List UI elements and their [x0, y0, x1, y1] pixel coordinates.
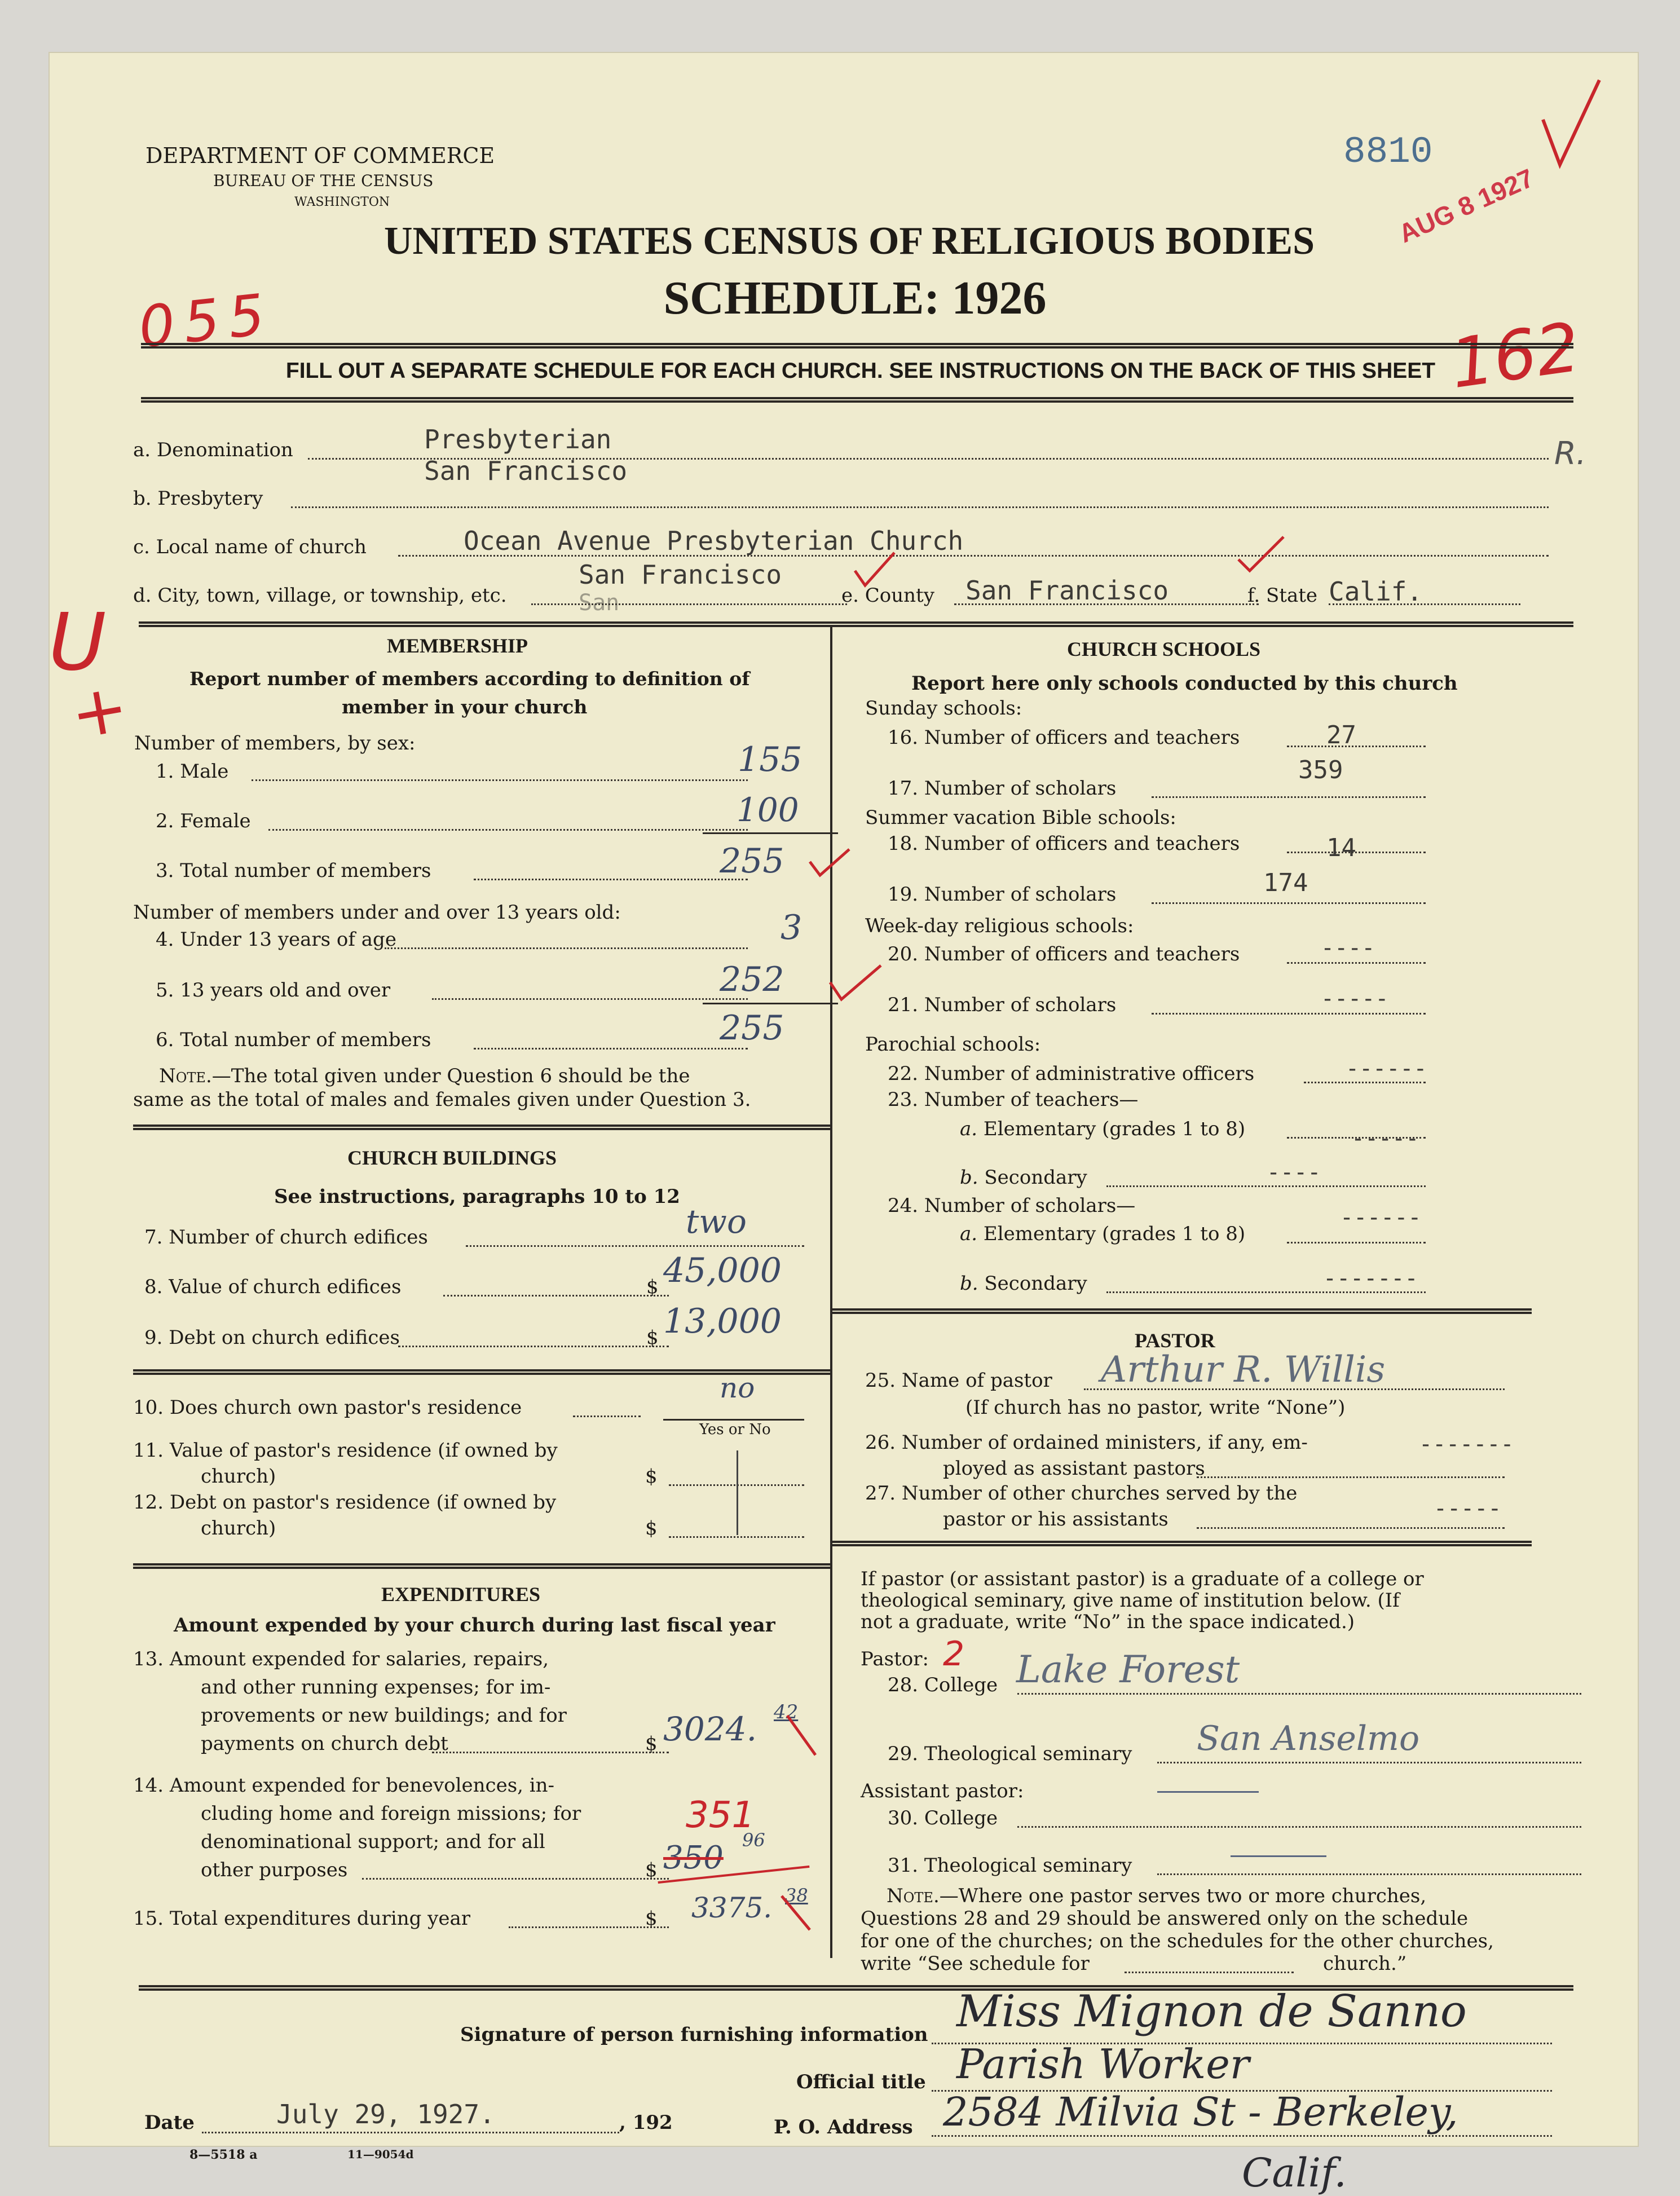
q28-label: College — [924, 1674, 998, 1696]
presbytery-label: Presbytery — [157, 487, 263, 510]
form-number: 8—5518 a — [189, 2148, 258, 2162]
schools-title: CHURCH SCHOOLS — [1067, 638, 1261, 660]
dollar-sign: $ — [645, 1465, 658, 1488]
date-value: July 29, 1927. — [276, 2099, 495, 2129]
q31-label: Theological seminary — [924, 1854, 1132, 1877]
official-title-value: Parish Worker — [956, 2040, 1250, 2088]
pencil-annotation: R. — [1554, 435, 1586, 472]
q14-red-correction: 351 — [686, 1794, 755, 1836]
q30-label: College — [924, 1807, 998, 1829]
pastor-note-prefix: Note. — [887, 1885, 940, 1907]
red-annotation-cross: + — [64, 668, 134, 755]
pastor-name-value: Arthur R. Willis — [1101, 1349, 1386, 1391]
q19-label: Number of scholars — [924, 883, 1117, 906]
total-6-label: Total number of members — [180, 1029, 431, 1051]
city-overstrike: San — [579, 590, 620, 616]
red-check-mark — [824, 960, 887, 1011]
bureau-city: WASHINGTON — [294, 195, 390, 209]
dollar-sign: $ — [645, 1732, 658, 1755]
expenditures-subtitle: Amount expended by your church during last fiscal year — [174, 1614, 775, 1637]
red-annotation-number: 055 — [135, 280, 277, 361]
assistant-pastor-subheading: Assistant pastor: — [861, 1780, 1024, 1802]
edifice-value-label: Value of church edifices — [169, 1276, 402, 1298]
date-year-prefix: 192 — [632, 2111, 673, 2134]
members-by-sex-label: Number of members, by sex: — [134, 732, 416, 755]
q23-label: Number of teachers— — [924, 1088, 1139, 1111]
q22-label: Number of administrative officers — [924, 1062, 1255, 1085]
membership-subtitle-2: member in your church — [342, 696, 588, 718]
print-number: 11—9054d — [347, 2148, 414, 2161]
denomination-label: Denomination — [156, 439, 293, 461]
red-check-mark — [776, 1890, 821, 1935]
red-check-mark — [804, 841, 855, 887]
schools-subtitle: Report here only schools conducted by this church — [911, 672, 1458, 695]
expenditures-title: EXPENDITURES — [381, 1583, 541, 1606]
official-title-label: Official title — [796, 2071, 926, 2093]
q23b-label: Secondary — [984, 1166, 1087, 1189]
q17-value: 359 — [1298, 756, 1343, 784]
pastor-note: Where one pastor serves two or more churches, — [958, 1885, 1427, 1907]
q27-label-2: pastor or his assistants — [943, 1508, 1168, 1531]
local-name-label: Local name of church — [156, 536, 367, 558]
residence-value-label-2: church) — [201, 1465, 276, 1488]
census-schedule-sheet: DEPARTMENT OF COMMERCE BUREAU OF THE CENSUS WASHINGTON UNITED STATES CENSUS OF RELIGIOUS BODIES SCHEDULE: 1926 8810 AUG 8 1927 055 162 R. U + FILL OUT A SEPARATE SCHEDULE FOR EACH CHURCH. SEE INSTRUCTIONS ON THE BACK OF THIS SHEET a. Denomination Presbyterian b. Presbytery San Francisco c. Local name of church Ocean Avenue Presbyterian Church d. City, town, village, or township, etc. San Francisco San e. County San Francisco f. State Calif. MEMBERSHIP Report number of members according to definition of member in your church Number of members, by sex: 1. Male 155 2. Female 100 3. Total number of members 255 Number of members under and over 13 years old: 4. Under 13 years of age 3 5. 13 years old and over 252 6. Total number of members 255 Note.—The total given under Question 6 should be the same as the total of males and females given under Question 3. CHURCH BUILDINGS See instructions, paragraphs 10 to 12 7. Number of church edifices two 8. Value of church edifices $ 45,000 9. Debt on church edifices $ 13,000 10. Does church own pastor's residence no Yes or No 11. Value of pastor's residence (if owned by church) $ 12. Debt on pastor's residence (if owned by church) $ EXPENDITURES Amount expended by your church during last fiscal year 13. Amount expended for salaries, repairs, and other running expenses; for im- provements or new buildings; and for payments on church debt $ 3024. 42 14. Amount expended for benevolences, in- cluding home and foreign missions; for denominational support; and for all other purposes $ 351 350 96 15. Total expenditures during year $ 3375. 38 CHURCH SCHOOLS Report here only schools conducted by this church Sunday schools: 16. Number of officers and teachers 27 17. Number of scholars 359 Summer vacation Bible schools: 18. Number of officers and teachers 14 19. Number of scholars 174 Week-day religious schools: 20. Number of officers and teachers ---- 21. Number of scholars ----- Parochial schools: 22. Number of administrative officers ------ 23. Number of teachers— a. Elementary (grades 1 to 8) ----- b. Secondary ---- 24. Number of scholars— a. Elementary (grades 1 to 8) ------ b. Secondary ------- PASTOR 25. Name of pastor Arthur R. Willis (If church has no pastor, write “None”) 26. Number of ordained ministers, if any, em- ployed as assistant pastors ------- 27. Number of other churches served by the pastor or his assistants ----- If pastor (or assistant pastor) is a graduate of a college or theological seminary, give name of institution below. (If not a graduate, write “No” in the space indicated.) Pastor: 2 28. College Lake Forest 29. Theological seminary San Anselmo Assistant pastor: 30. College 31. Theological seminary Note.—Where one pastor serves two or more churches, Questions 28 and 29 should be answered only on the schedule for one of the churches; on the schedules for the other churches, write “See schedule for church.” Signature of person furnishing information Miss Mignon de Sanno Official title Parish Worker Date July 29, 1927. , 192 P. O. Address 2584 Milvia St - Berkeley, Calif. 8—5518 a 11—9054d — [48, 52, 1639, 2147]
residence-debt-label-2: church) — [201, 1517, 276, 1540]
over-13-value: 252 — [720, 960, 784, 999]
residence-value-label: Value of pastor's residence (if owned by — [169, 1439, 558, 1462]
male-value: 155 — [738, 740, 802, 779]
sunday-schools-heading: Sunday schools: — [865, 697, 1022, 720]
q24-label: Number of scholars— — [924, 1194, 1136, 1217]
state-value: Calif. — [1329, 576, 1423, 607]
graduate-note: If pastor (or assistant pastor) is a graduate of a college or — [861, 1568, 1424, 1590]
county-label: County — [865, 584, 934, 607]
presbytery-value: San Francisco — [424, 456, 628, 486]
q21-label: Number of scholars — [924, 994, 1117, 1016]
county-value: San Francisco — [965, 575, 1169, 606]
q15-label: Total expenditures during year — [169, 1907, 471, 1930]
q21-value: ----- — [1321, 986, 1389, 1012]
total-members-label: Total number of members — [180, 859, 431, 882]
q23a-label: Elementary (grades 1 to 8) — [983, 1118, 1246, 1140]
q14-label-3: denominational support; and for all — [201, 1831, 545, 1853]
residence-label: Does church own pastor's residence — [169, 1396, 522, 1419]
dollar-sign: $ — [646, 1276, 659, 1298]
weekday-schools-heading: Week-day religious schools: — [865, 915, 1134, 937]
under-13-label: Under 13 years of age — [180, 928, 396, 951]
address-value: 2584 Milvia St - Berkeley, — [943, 2089, 1458, 2135]
q18-value: 14 — [1326, 834, 1356, 862]
q15-value: 3375. — [691, 1891, 773, 1924]
dollar-sign: $ — [645, 1859, 658, 1881]
city-label: City, town, village, or township, etc. — [157, 584, 507, 607]
edifice-debt-label: Debt on church edifices — [169, 1326, 400, 1349]
total-members-value: 255 — [720, 841, 784, 881]
red-check-mark-top — [1537, 74, 1605, 176]
dollar-sign: $ — [645, 1517, 658, 1540]
q13-value: 3024. — [663, 1710, 757, 1748]
q13-label: Amount expended for salaries, repairs, — [169, 1648, 549, 1670]
age-heading: Number of members under and over 13 years old: — [133, 901, 621, 924]
yes-no-hint: Yes or No — [699, 1421, 771, 1438]
signature-label: Signature of person furnishing information — [460, 2023, 928, 2046]
form-title: UNITED STATES CENSUS OF RELIGIOUS BODIES — [383, 219, 1315, 263]
pastor-seminary-value: San Anselmo — [1197, 1719, 1420, 1758]
q18-label: Number of officers and teachers — [924, 832, 1240, 855]
pastor-note-2: Questions 28 and 29 should be answered only on the schedule — [861, 1907, 1469, 1930]
red-annotation-letter: U — [48, 597, 107, 689]
q24a-label: Elementary (grades 1 to 8) — [983, 1223, 1246, 1245]
q19-value: 174 — [1263, 868, 1308, 897]
pastor-note-3: for one of the churches; on the schedules for the other churches, — [861, 1930, 1494, 1952]
q24b-value: ------- — [1323, 1265, 1418, 1291]
edifices-label: Number of church edifices — [169, 1226, 428, 1249]
q23b-value: ---- — [1267, 1159, 1321, 1185]
buildings-subtitle: See instructions, paragraphs 10 to 12 — [274, 1185, 680, 1208]
pastor-subheading: Pastor: — [861, 1648, 929, 1670]
red-annotation-digit: 2 — [943, 1634, 965, 1674]
q16-value: 27 — [1326, 721, 1356, 749]
pastor-note-5: church.” — [1323, 1952, 1407, 1975]
address-label: P. O. Address — [774, 2116, 913, 2138]
received-date-stamp: AUG 8 1927 — [1394, 162, 1538, 249]
q13-label-4: payments on church debt — [201, 1732, 448, 1755]
membership-title: MEMBERSHIP — [387, 634, 528, 657]
q14-cents: 96 — [742, 1829, 765, 1851]
q14-label-2: cluding home and foreign missions; for — [201, 1802, 581, 1825]
local-name-value: Ocean Avenue Presbyterian Church — [464, 526, 964, 556]
male-label: Male — [180, 760, 229, 783]
edifice-debt-value: 13,000 — [663, 1302, 782, 1341]
summer-schools-heading: Summer vacation Bible schools: — [865, 806, 1176, 829]
parochial-heading: Parochial schools: — [865, 1033, 1041, 1056]
q14-label-4: other purposes — [201, 1859, 348, 1881]
under-13-value: 3 — [781, 908, 802, 947]
q20-label: Number of officers and teachers — [924, 943, 1240, 965]
q29-label: Theological seminary — [924, 1743, 1132, 1765]
denomination-value: Presbyterian — [424, 424, 612, 455]
red-check-mark — [1233, 531, 1289, 576]
dollar-sign: $ — [646, 1326, 659, 1349]
pastor-title: PASTOR — [1135, 1329, 1215, 1352]
q26-value: ------- — [1419, 1431, 1514, 1457]
q24b-label: Secondary — [984, 1272, 1087, 1295]
q15-cents: 38 — [785, 1885, 808, 1906]
q25-note: (If church has no pastor, write “None”) — [965, 1396, 1346, 1419]
q13-cents: 42 — [774, 1701, 799, 1723]
date-label: Date — [144, 2111, 195, 2134]
q23a-value: ----- — [1351, 1126, 1419, 1152]
buildings-title: CHURCH BUILDINGS — [347, 1146, 557, 1169]
q14-label: Amount expended for benevolences, in- — [169, 1774, 555, 1797]
address-value-line-2: Calif. — [1242, 2150, 1347, 2196]
q22-value: ------ — [1346, 1056, 1427, 1082]
residence-value: no — [720, 1372, 755, 1404]
q27-value: ----- — [1434, 1496, 1502, 1522]
membership-note-2: same as the total of males and females given under Question 3. — [133, 1088, 751, 1111]
q13-label-3: provements or new buildings; and for — [201, 1704, 567, 1727]
signature-value: Miss Mignon de Sanno — [956, 1986, 1467, 2037]
edifice-value: 45,000 — [663, 1251, 782, 1290]
q16-label: Number of officers and teachers — [924, 726, 1240, 749]
over-13-label: 13 years old and over — [180, 979, 391, 1002]
membership-note: The total given under Question 6 should be the — [231, 1065, 690, 1087]
q20-value: ---- — [1321, 935, 1375, 961]
department-name: DEPARTMENT OF COMMERCE — [145, 143, 495, 168]
q25-label: Name of pastor — [901, 1369, 1052, 1392]
total-6-value: 255 — [720, 1008, 784, 1048]
female-label: Female — [180, 810, 251, 832]
city-value: San Francisco — [579, 559, 782, 590]
q26-label: Number of ordained ministers, if any, em- — [901, 1431, 1308, 1454]
red-annotation-code: 162 — [1445, 308, 1585, 404]
serial-number: 8810 — [1343, 131, 1433, 173]
schedule-title: SCHEDULE: 1926 — [663, 272, 1047, 324]
pastor-college-value: Lake Forest — [1016, 1648, 1240, 1691]
bureau-name: BUREAU OF THE CENSUS — [213, 171, 434, 190]
red-check-mark — [782, 1710, 827, 1761]
q27-label: Number of other churches served by the — [901, 1482, 1298, 1505]
pastor-note-4: write “See schedule for — [861, 1952, 1090, 1975]
membership-subtitle: Report number of members according to definition of — [189, 668, 750, 690]
female-value: 100 — [737, 791, 799, 829]
edifices-value: two — [686, 1202, 747, 1241]
note-prefix: Note. — [159, 1065, 212, 1087]
instruction-banner: FILL OUT A SEPARATE SCHEDULE FOR EACH CHURCH. SEE INSTRUCTIONS ON THE BACK OF THIS SHEET — [285, 359, 1436, 383]
q17-label: Number of scholars — [924, 777, 1117, 800]
graduate-note-3: not a graduate, write “No” in the space indicated.) — [861, 1611, 1355, 1633]
q13-label-2: and other running expenses; for im- — [201, 1676, 551, 1699]
dollar-sign: $ — [645, 1907, 658, 1930]
q26-label-2: ployed as assistant pastors — [943, 1457, 1205, 1480]
residence-debt-label: Debt on pastor's residence (if owned by — [169, 1491, 557, 1514]
state-label: State — [1266, 584, 1318, 607]
q24a-value: ------ — [1340, 1205, 1422, 1231]
graduate-note-2: theological seminary, give name of institution below. (If — [861, 1589, 1400, 1612]
q14-value: 350 — [663, 1840, 724, 1876]
